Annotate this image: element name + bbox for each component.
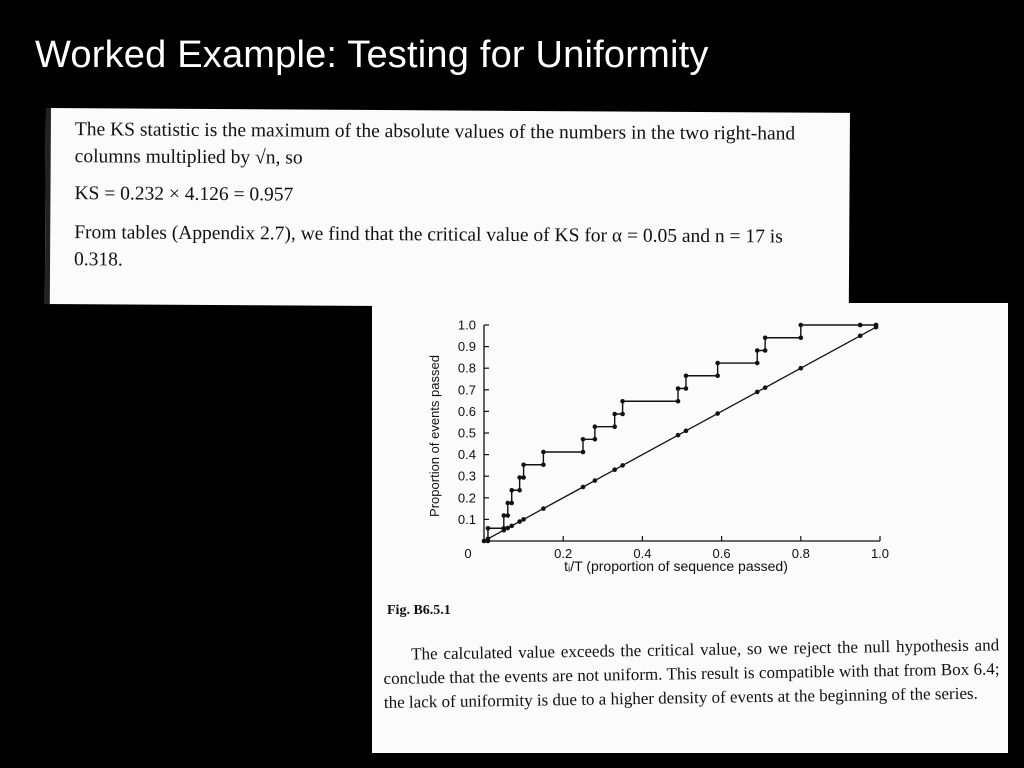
step-point-high [676, 386, 681, 391]
uniform-point [593, 478, 598, 483]
uniform-point [755, 390, 760, 395]
y-tick-label: 0.8 [457, 360, 476, 376]
step-point-high [858, 323, 863, 328]
step-point-low [517, 488, 522, 493]
step-point-high [612, 412, 617, 417]
y-tick-label: 1.0 [457, 317, 476, 333]
y-tick-label: 0.6 [457, 403, 476, 419]
step-point-low [581, 450, 586, 455]
x-tick-label: 0.2 [554, 546, 573, 561]
figure-caption: The calculated value exceeds the critical value, so we reject the null hypothesis and conclude that the events are not uniform. This result is compatible with that from Box 6.4; the lack of uniformity is due to a higher density of events at the beginning of the series. [383, 635, 1000, 712]
uniform-point [521, 517, 526, 522]
excerpt-paragraph-1: The KS statistic is the maximum of the absolute values of the numbers in the two right-hand columns multiplied by √n, so [74, 119, 796, 169]
uniform-point [541, 506, 546, 511]
step-point-high [620, 399, 625, 404]
y-tick-label: 0.7 [457, 382, 476, 398]
uniform-point [581, 485, 586, 490]
step-point-high [755, 348, 760, 353]
step-point-high [799, 323, 804, 328]
y-tick-label: 0.1 [457, 511, 476, 527]
excerpt-bottom [372, 303, 1008, 753]
step-point-high [509, 488, 514, 493]
uniform-point [799, 366, 804, 371]
x-axis-label: tᵢ/T (proportion of sequence passed) [564, 558, 788, 574]
uniform-point [482, 539, 487, 544]
step-point-low [684, 386, 689, 391]
excerpt-paragraph-2: From tables (Appendix 2.7), we find that the critical value of KS for α = 0.05 and n = 17 is 0.318. [74, 222, 783, 271]
step-point-high [541, 450, 546, 455]
ks-chart [372, 303, 1008, 593]
step-point-low [521, 475, 526, 480]
step-point-low [755, 361, 760, 366]
step-point-low [593, 437, 598, 442]
step-point-low [763, 348, 768, 353]
x-tick-label: 0.4 [633, 546, 652, 561]
origin-label: 0 [464, 546, 472, 561]
step-point-high [684, 373, 689, 378]
x-tick-label: 1.0 [870, 546, 890, 561]
uniform-point [715, 411, 720, 416]
step-point-low [620, 412, 625, 417]
chart-ticks [458, 318, 889, 562]
step-point-low [541, 462, 546, 467]
step-point-high [521, 462, 526, 467]
uniform-point [505, 526, 510, 531]
step-point-high [486, 526, 491, 531]
uniform-point [517, 519, 522, 524]
slide-title: Worked Example: Testing for Uniformity [35, 34, 709, 76]
uniform-point [763, 385, 768, 390]
x-tick-label: 0.6 [712, 546, 731, 561]
step-point-low [676, 399, 681, 404]
step-point-high [505, 501, 510, 506]
ks-equation: KS = 0.232 × 4.126 = 0.957 [74, 183, 294, 206]
y-tick-label: 0.5 [457, 425, 476, 441]
figure-label: Fig. B6.5.1 [387, 603, 451, 618]
uniform-point [684, 429, 689, 434]
y-tick-label: 0.3 [457, 468, 476, 484]
uniform-point [874, 325, 879, 330]
step-point-high [593, 424, 598, 429]
y-tick-label: 0.4 [457, 447, 476, 463]
step-point-low [715, 373, 720, 378]
step-point-low [509, 501, 514, 506]
chart-series [482, 323, 879, 544]
uniform-point [676, 433, 681, 438]
uniform-point [502, 528, 507, 533]
step-point-high [581, 437, 586, 442]
step-point-high [502, 513, 507, 518]
step-point-high [715, 361, 720, 366]
uniform-point [620, 463, 625, 468]
x-tick-label: 0.8 [791, 546, 810, 561]
step-point-low [505, 513, 510, 518]
uniform-point [858, 334, 863, 339]
step-point-low [612, 424, 617, 429]
step-point-low [799, 335, 804, 340]
uniform-point [509, 524, 514, 529]
y-tick-label: 0.2 [457, 490, 476, 506]
step-point-high [517, 475, 522, 480]
y-tick-label: 0.9 [457, 339, 476, 355]
step-point-high [763, 335, 768, 340]
uniform-point [612, 467, 617, 472]
uniform-point [486, 537, 491, 542]
y-axis-label: Proportion of events passed [427, 355, 442, 517]
excerpt-top [45, 108, 850, 309]
